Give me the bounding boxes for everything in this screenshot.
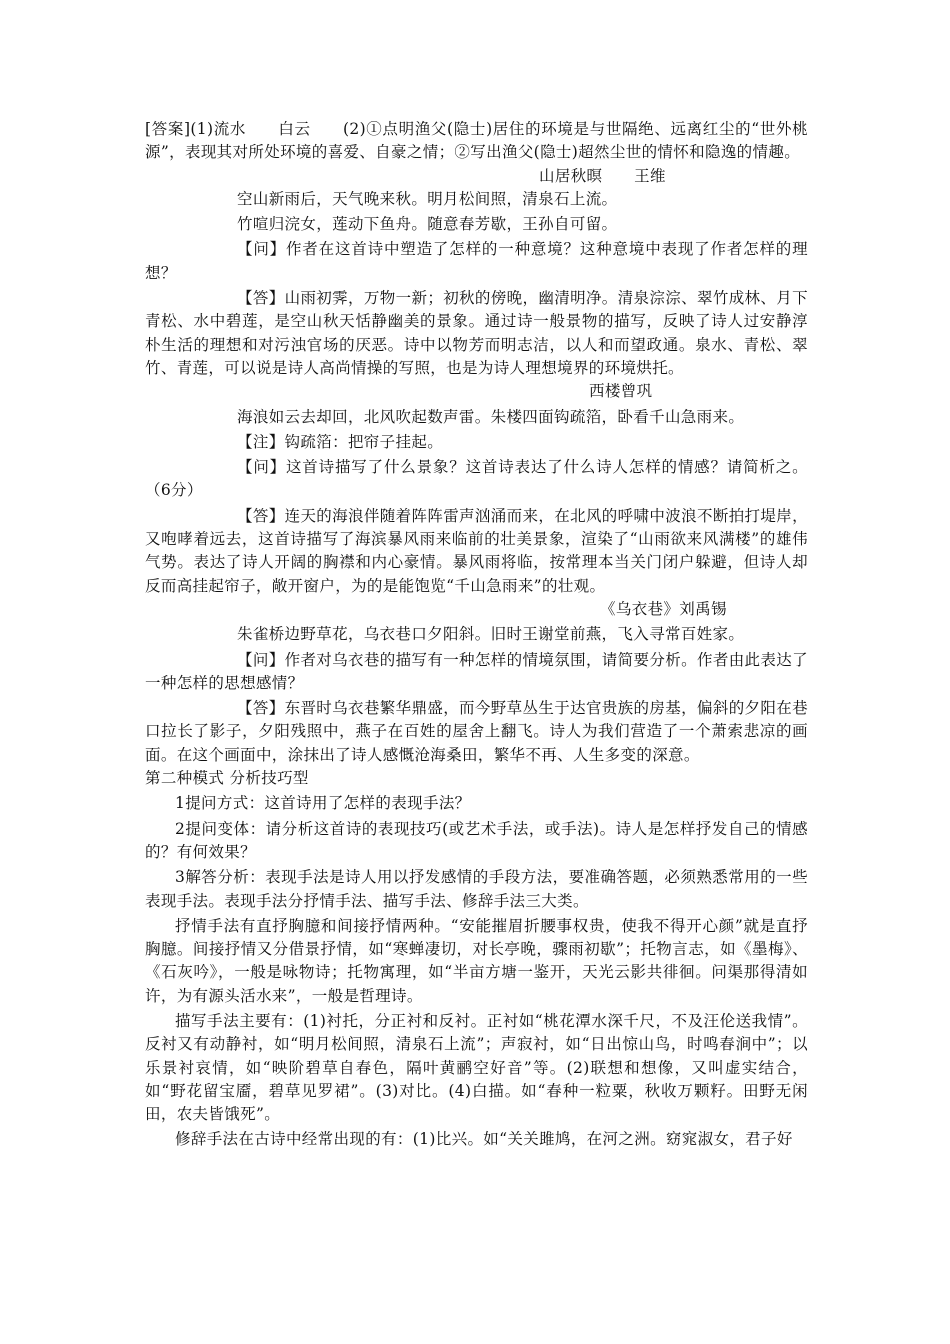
answer-paragraph: [答案](1)流水 白云 (2)①点明渔父(隐士)居住的环境是与世隔绝、远离红尘的“世外桃源”，表现其对所处环境的喜爱、自豪之情；②写出渔父(隐士)超然尘世的情怀和隐逸的情趣。	[145, 120, 808, 162]
body-paragraph: 抒情手法有直抒胸臆和间接抒情两种。“安能摧眉折腰事权贵，使我不得开心颜”就是直抒胸臆。间接抒情又分借景抒情，如“寒蝉凄切，对长亭晚，骤雨初歇”；托物言志，如《墨梅》、《石灰吟》，一般是咏物诗；托物寓理，如“半亩方塘一鉴开，天光云影共徘徊。问渠那得清如许，为有源头活水来”，一般是哲理诗。	[145, 916, 808, 1005]
question-paragraph: 【问】这首诗描写了什么景象？这首诗表达了什么诗人怎样的情感？请简析之。（6分）	[145, 458, 808, 500]
poem-line: 竹喧归浣女，莲动下鱼舟。随意春芳歇，王孙自可留。	[237, 215, 618, 234]
document-page	[145, 118, 808, 1152]
answer-paragraph: 【答】连天的海浪伴随着阵阵雷声汹涌而来，在北风的呼啸中波浪不断拍打堤岸，又咆哮着远去，这首诗描写了海滨暴风雨来临前的壮美景象，渲染了“山雨欲来风满楼”的雄伟气势。表达了诗人开阔的胸襟和内心豪情。暴风雨将临，按常理本当关门闭户躲避，但诗人却反而高挂起帘子，敞开窗户，为的是能饱览“千山急雨来”的壮观。	[145, 506, 808, 595]
section-heading: 第二种模式 分析技巧型	[145, 769, 309, 788]
list-item: 1提问方式：这首诗用了怎样的表现手法？	[175, 794, 471, 813]
body-paragraph: 描写手法主要有：(1)衬托，分正衬和反衬。正衬如“桃花潭水深千尺，不及汪伦送我情”。反衬又有动静衬，如“明月松间照，清泉石上流”；声寂衬，如“日出惊山鸟，时鸣春涧中”；以乐景衬哀情，如“映阶碧草自春色，隔叶黄鹂空好音”等。(2)联想和想像，又叫虚实结合，如“野花留宝靥，碧草见罗裙”。(3)对比。(4)白描。如“春种一粒粟，秋收万颗籽。田野无闲田，农夫皆饿死”。	[145, 1011, 808, 1124]
poem-line: 朱雀桥边野草花，乌衣巷口夕阳斜。旧时王谢堂前燕，飞入寻常百姓家。	[237, 625, 745, 644]
answer-paragraph: 【答】东晋时乌衣巷繁华鼎盛，而今野草丛生于达官贵族的房基，偏斜的夕阳在巷口拉长了影子，夕阳残照中，燕子在百姓的屋舍上翻飞。诗人为我们营造了一个萧索悲凉的画面。在这个画面中，涂抹出了诗人感慨沧海桑田，繁华不再、人生多变的深意。	[145, 699, 808, 764]
question-paragraph: 【问】作者在这首诗中塑造了怎样的一种意境？这种意境中表现了作者怎样的理想？	[145, 240, 808, 282]
poem-line: 海浪如云去却回，北风吹起数声雷。朱楼四面钩疏箔，卧看千山急雨来。	[237, 407, 745, 426]
poem-title-shanju: 山居秋暝 王维	[539, 166, 666, 185]
body-paragraph: 修辞手法在古诗中经常出现的有：(1)比兴。如“关关雎鸠，在河之洲。窈窕淑女，君子好	[175, 1130, 793, 1149]
list-item: 3解答分析：表现手法是诗人用以抒发感情的手段方法，要准确答题，必须熟悉常用的一些表现手法。表现手法分抒情手法、描写手法、修辞手法三大类。	[145, 868, 808, 910]
poem-title-wuyixiang: 《乌衣巷》刘禹锡	[600, 599, 727, 618]
list-item: 2提问变体：请分析这首诗的表现技巧(或艺术手法，或手法)。诗人是怎样抒发自己的情感的？有何效果？	[145, 819, 808, 861]
poem-line: 空山新雨后，天气晚来秋。明月松间照，清泉石上流。	[237, 189, 618, 208]
poem-title-xilou: 西楼曾巩	[589, 382, 653, 401]
question-paragraph: 【问】作者对乌衣巷的描写有一种怎样的情境氛围，请简要分析。作者由此表达了一种怎样的思想感情？	[145, 650, 808, 692]
answer-paragraph: 【答】山雨初霁，万物一新；初秋的傍晚，幽清明净。清泉淙淙、翠竹成林、月下青松、水中碧莲，是空山秋天恬静幽美的景象。通过诗一般景物的描写，反映了诗人过安静淳朴生活的理想和对污浊官场的厌恶。诗中以物芳而明志洁，以人和而望政通。泉水、青松、翠竹、青莲，可以说是诗人高尚情操的写照，也是为诗人理想境界的环境烘托。	[145, 289, 808, 377]
note-paragraph: 【注】钩疏箔：把帘子挂起。	[237, 432, 444, 451]
